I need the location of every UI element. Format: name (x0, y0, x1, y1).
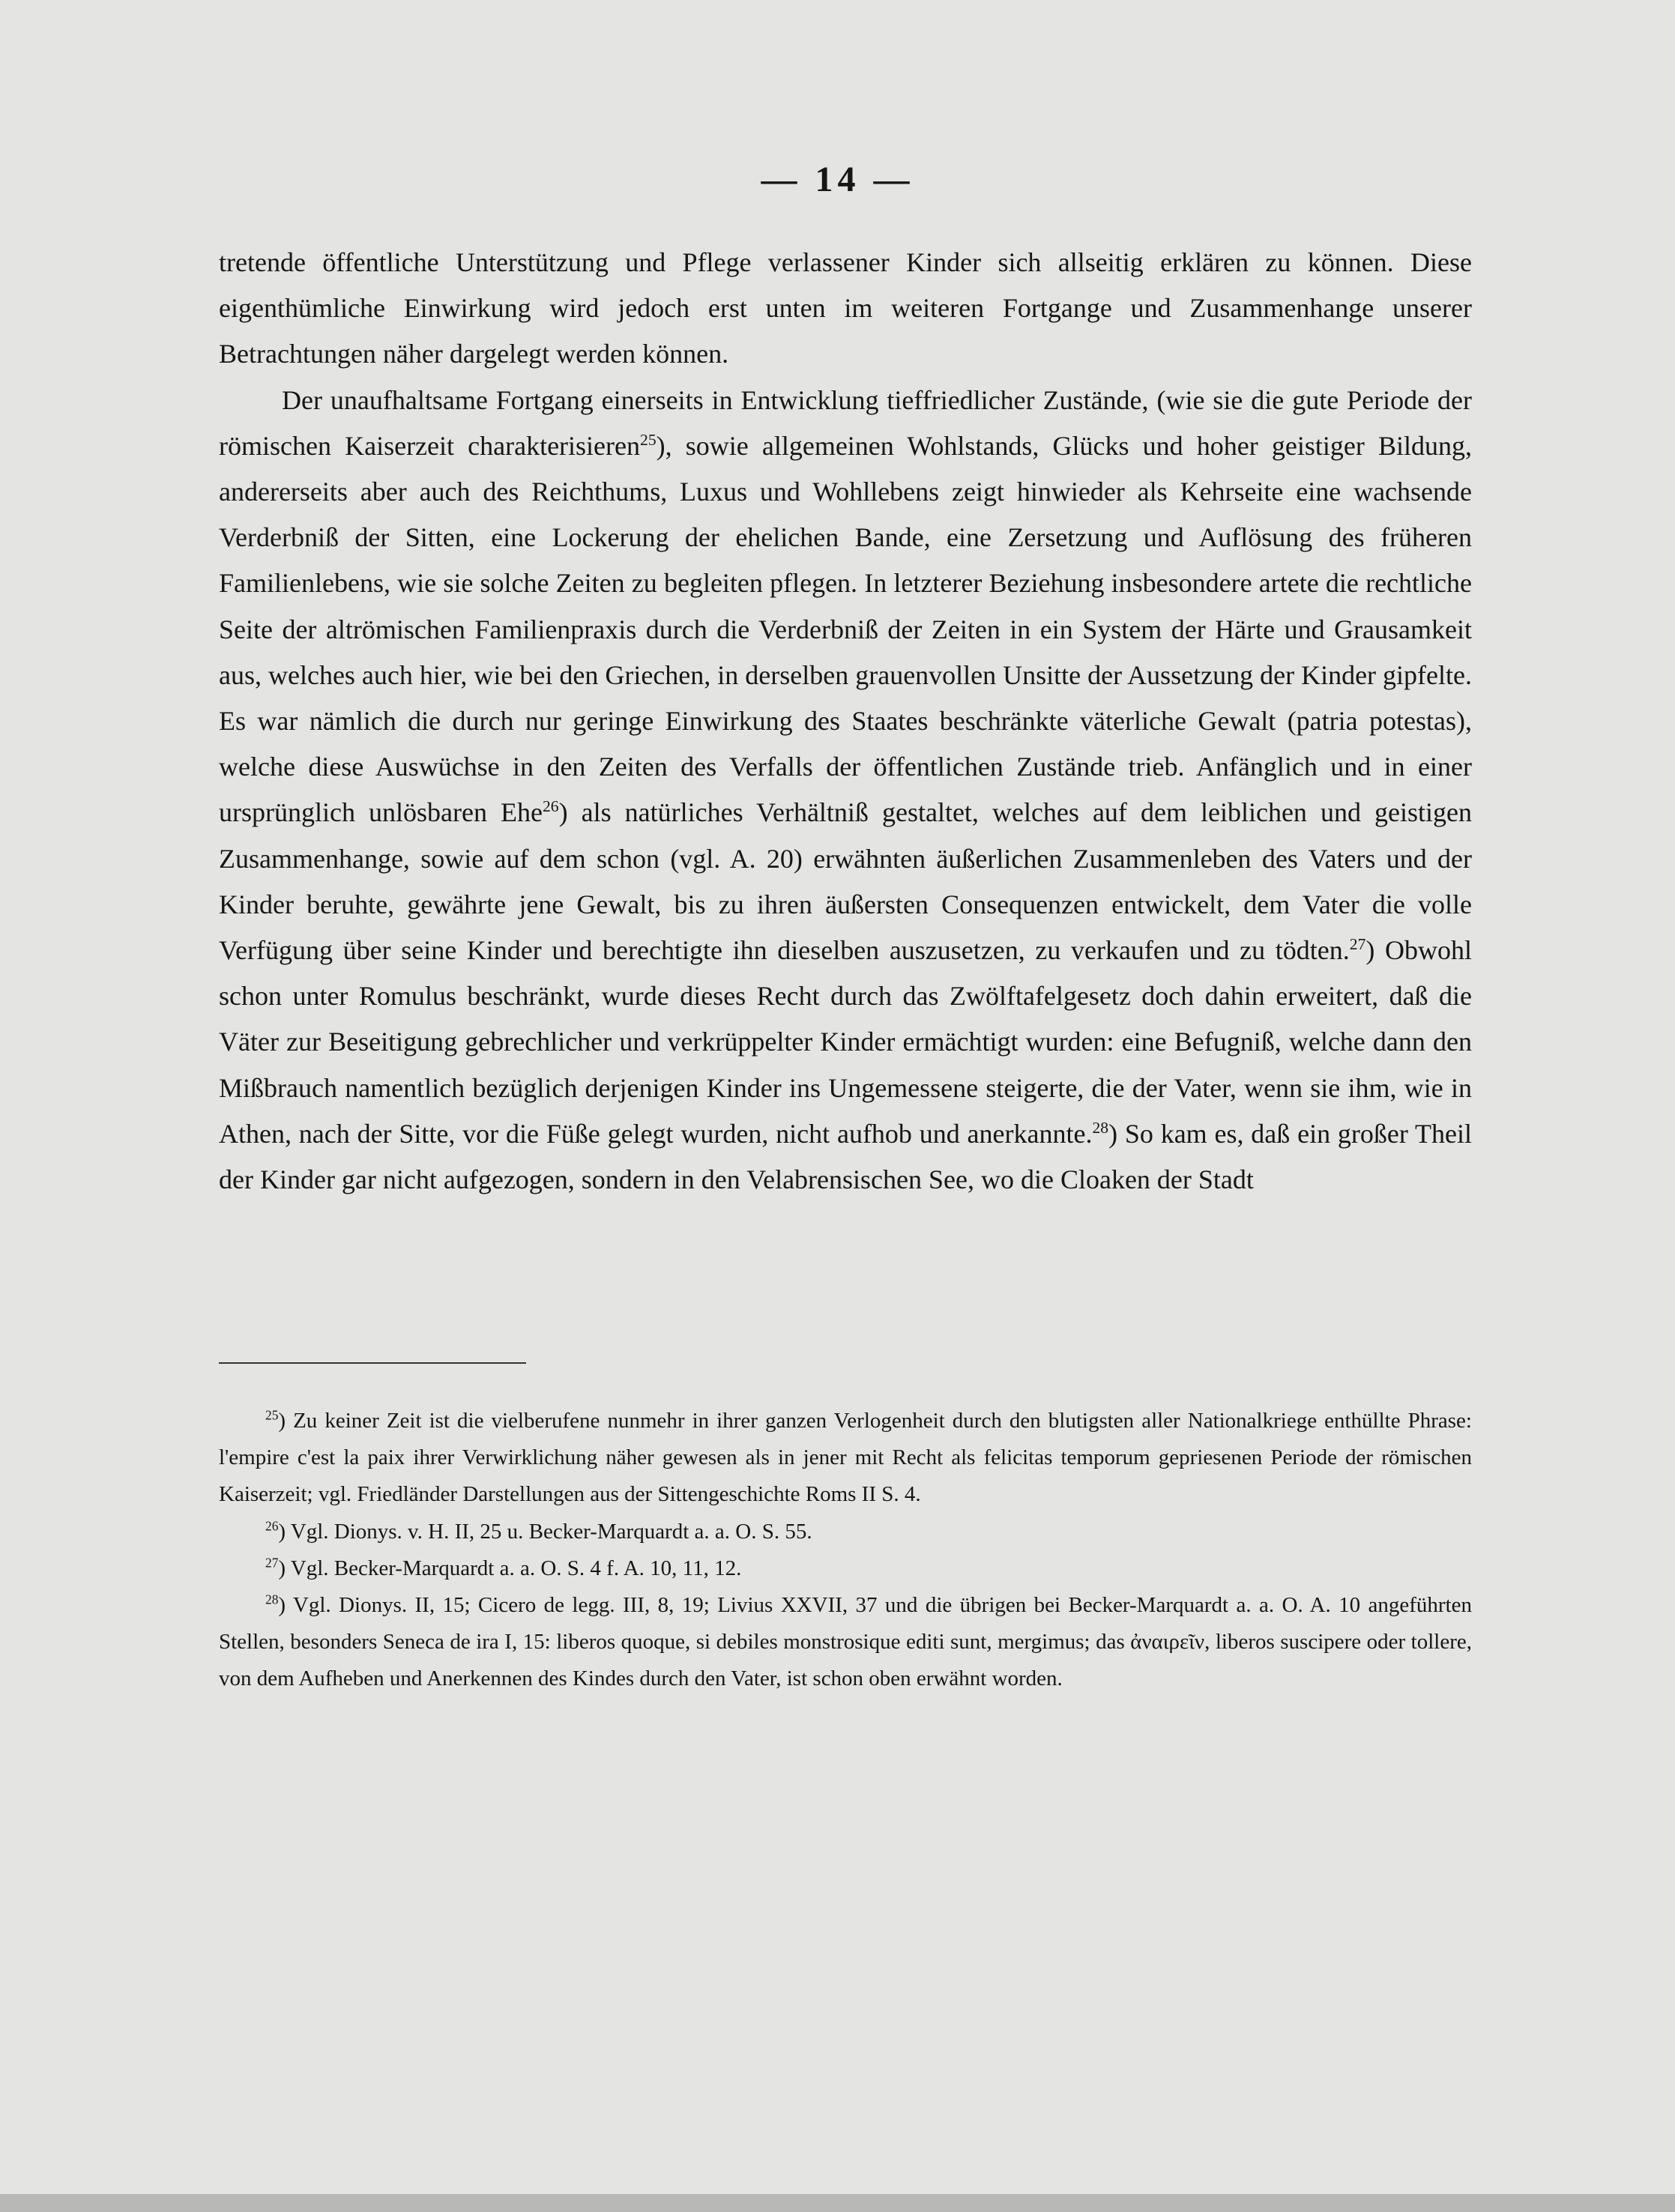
paragraph-continued (219, 240, 1472, 378)
paragraph (219, 378, 1472, 1203)
page-bottom-edge (0, 2194, 1675, 2212)
footnote-26 (219, 1514, 1472, 1550)
page-number: — 14 — (761, 160, 914, 199)
footnote-ref: 26 (542, 797, 559, 816)
paragraph-text: ) So kam es, daß ein großer Theil der Kinder gar nicht aufgezogen, sondern in den Velabrensischen See, wo die Cloaken der Stadt (219, 1118, 1472, 1195)
paragraph-text: tretende öffentliche Unterstützung und Pflege verlassener Kinder sich allseitig erklären zu können. Diese eigenthümliche Einwirkung wird jedoch erst unten im weiteren Fortgange und Zusammenhange unserer Betrachtungen näher dargelegt werden können. (219, 247, 1472, 369)
footnote-mark: 28 (265, 1592, 279, 1607)
footnote-text: ) Vgl. Becker-Marquardt a. a. O. S. 4 f. A. 10, 11, 12. (278, 1556, 742, 1580)
footnote-ref: 28 (1092, 1118, 1109, 1137)
footnote-ref: 27 (1349, 935, 1366, 954)
main-text (219, 240, 1472, 1203)
footnote-separator (219, 1362, 526, 1364)
footnote-mark: 25 (265, 1407, 279, 1423)
footnotes (219, 1403, 1472, 1698)
footnote-text: ) Vgl. Dionys. II, 15; Cicero de legg. III, 8, 19; Livius XXVII, 37 und die übrigen bei Becker-Marquardt a. a. O. A. 10 angeführten Stellen, besonders Seneca de ira I, 15: liberos quoque, si debiles monstrosique editi sunt, mergimus; das ἀναιρεῖν, liberos suscipere oder tollere, von dem Aufheben und Anerkennen des Kindes durch den Vater, ist schon oben erwähnt worden. (219, 1593, 1472, 1691)
footnote-text: ) Zu keiner Zeit ist die vielberufene nunmehr in ihrer ganzen Verlogenheit durch den blutigsten aller Nationalkriege enthüllte Phrase: l'empire c'est la paix ihrer Verwirklichung näher gewesen als in jener mit Recht als felicitas temporum gepriesenen Periode der römischen Kaiserzeit; vgl. Friedländer Darstellungen aus der Sittengeschichte Roms II S. 4. (219, 1409, 1472, 1507)
footnote-mark: 27 (265, 1555, 279, 1571)
footnote-mark: 26 (265, 1517, 279, 1533)
paragraph-text: ) Obwohl schon unter Romulus beschränkt, wurde dieses Recht durch das Zwölftafelgesetz doch dahin erweitert, daß die Väter zur Beseitigung gebrechlicher und verkrüppelter Kinder ermächtigt wurden: eine Befugniß, welche dann den Mißbrauch namentlich bezüglich derjenigen Kinder ins Ungemessene steigerte, die der Vater, wenn sie ihm, wie in Athen, nach der Sitte, vor die Füße gelegt wurden, nicht aufhob und anerkannte. (219, 935, 1472, 1149)
footnote-27 (219, 1550, 1472, 1587)
footnote-28 (219, 1587, 1472, 1698)
footnote-25 (219, 1403, 1472, 1514)
paragraph-text: Der unaufhaltsame Fortgang einerseits in Entwicklung tieffriedlicher Zustände, (wie sie die gute Periode der römischen Kaiserzeit charakterisieren (219, 384, 1472, 461)
footnote-ref: 25 (640, 430, 657, 449)
footnote-text: ) Vgl. Dionys. v. H. II, 25 u. Becker-Marquardt a. a. O. S. 55. (278, 1519, 812, 1544)
paragraph-text: ), sowie allgemeinen Wohlstands, Glücks und hoher geistiger Bildung, andererseits aber auch des Reichthums, Luxus und Wohllebens zeigt hinwieder als Kehrseite eine wachsende Verderbniß der Sitten, eine Lockerung der ehelichen Bande, eine Zersetzung und Auflösung des früheren Familienlebens, wie sie solche Zeiten zu begleiten pflegen. In letzterer Beziehung insbesondere artete die rechtliche Seite der altrömischen Familienpraxis durch die Verderbniß der Zeiten in ein System der Härte und Grausamkeit aus, welches auch hier, wie bei den Griechen, in derselben grauenvollen Unsitte der Aussetzung der Kinder gipfelte. Es war nämlich die durch nur geringe Einwirkung des Staates beschränkte väterliche Gewalt (patria potestas), welche diese Auswüchse in den Zeiten des Verfalls der öffentlichen Zustände trieb. Anfänglich und in einer ursprünglich unlösbaren Ehe (219, 430, 1472, 828)
paragraph-text: ) als natürliches Verhältniß gestaltet, welches auf dem leiblichen und geistigen Zusammenhange, sowie auf dem schon (vgl. A. 20) erwähnten äußerlichen Zusammenleben des Vaters und der Kinder beruhte, gewährte jene Gewalt, bis zu ihren äußersten Consequenzen entwickelt, dem Vater die volle Verfügung über seine Kinder und berechtigte ihn dieselben auszusetzen, zu verkaufen und zu tödten. (219, 797, 1472, 966)
